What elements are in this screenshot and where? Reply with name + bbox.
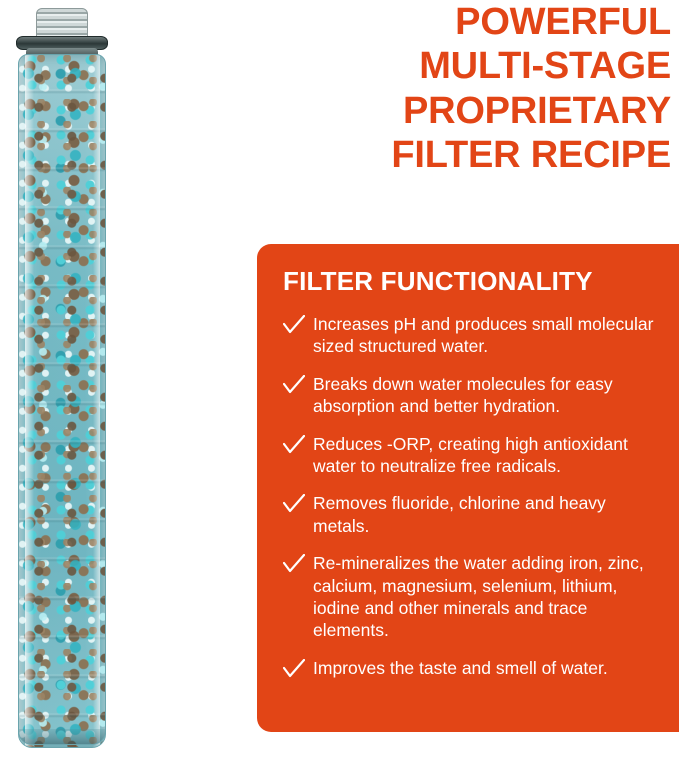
feature-text: Re-mineralizes the water adding iron, zinc, calcium, magnesium, selenium, lithium, iodine and other minerals and trace elements. (313, 553, 644, 641)
check-icon (283, 492, 307, 514)
cartridge-highlight-left (25, 55, 34, 747)
feature-text: Removes fluoride, chlorine and heavy metals. (313, 493, 606, 536)
list-item (283, 313, 661, 358)
cartridge-tube (18, 54, 106, 748)
list-item (283, 552, 661, 642)
list-item (283, 657, 661, 679)
check-icon (283, 657, 307, 679)
headline-line-3: PROPRIETARY (402, 89, 671, 132)
cartridge-highlight-right (93, 55, 100, 747)
feature-text: Reduces -ORP, creating high antioxidant water to neutralize free radicals. (313, 433, 628, 476)
filter-cartridge-icon (8, 8, 112, 753)
feature-text: Increases pH and produces small molecular sized structured water. (313, 314, 654, 357)
check-icon (283, 313, 307, 335)
headline (330, 0, 671, 178)
product-image-area (0, 0, 130, 774)
filter-functionality-panel (257, 244, 679, 732)
headline-line-4: FILTER RECIPE (391, 134, 671, 177)
list-item (283, 373, 661, 418)
headline-line-1: POWERFUL (455, 1, 671, 43)
check-icon (283, 373, 307, 395)
feature-text: Improves the taste and smell of water. (313, 657, 608, 678)
check-icon (283, 552, 307, 574)
headline-line-2: MULTI-STAGE (419, 45, 671, 88)
cartridge-base (18, 729, 106, 745)
list-item (283, 492, 661, 537)
feature-list (283, 313, 661, 679)
check-icon (283, 433, 307, 455)
list-item (283, 433, 661, 478)
feature-text: Breaks down water molecules for easy absorption and better hydration. (313, 373, 613, 417)
cartridge-cap-threads (36, 8, 88, 38)
panel-title: FILTER FUNCTIONALITY (283, 266, 593, 296)
